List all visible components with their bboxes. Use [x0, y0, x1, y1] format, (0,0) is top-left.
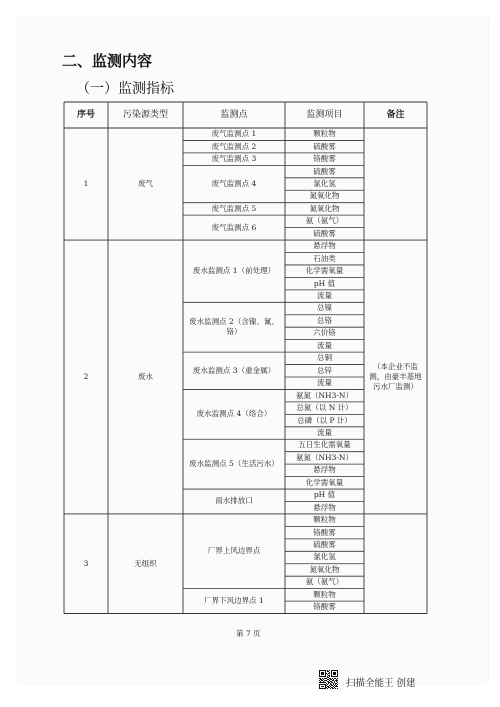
- section-title: 二、监测内容: [62, 52, 153, 70]
- monitoring-item-cell: 颗粒物: [313, 515, 336, 525]
- monitoring-item-cell: pH 值: [313, 278, 336, 288]
- monitoring-point-cell: 废水监测点 1（前处理）: [192, 266, 276, 276]
- monitoring-point-cell: 厂界下风边界点 1: [204, 596, 264, 606]
- serial-no-cell: 3: [83, 558, 89, 568]
- monitoring-item-cell: 氨（氨气）: [305, 216, 344, 226]
- monitoring-item-cell: 化学需氧量: [305, 266, 344, 276]
- header-source-type: 污染源类型: [122, 109, 168, 120]
- monitoring-item-cell: 总镍: [317, 303, 332, 313]
- monitoring-point-cell: 废水监测点 4（络合）: [196, 409, 272, 419]
- header-monitoring-item: 监测项目: [306, 109, 343, 120]
- remark-cell: （本企业不监测，由豪丰基地污水厂监测）: [369, 361, 422, 392]
- monitoring-item-cell: 颗粒物: [313, 589, 336, 599]
- source-type-cell: 废水: [138, 371, 153, 381]
- monitoring-item-cell: 铬酸雾: [313, 527, 336, 537]
- monitoring-item-cell: 氨氮（NH3-N）: [296, 452, 353, 462]
- monitoring-item-cell: 氯化氢: [313, 552, 336, 562]
- scanner-watermark: 扫描全能王 创建: [346, 678, 416, 689]
- source-type-cell: 无组织: [134, 558, 157, 568]
- monitoring-point-cell: 废气监测点 2: [211, 141, 257, 151]
- monitoring-item-cell: 颗粒物: [313, 129, 336, 139]
- monitoring-point-cell: 废水监测点 3（重金属）: [192, 365, 276, 375]
- monitoring-point-cell: 废气监测点 5: [211, 203, 257, 213]
- monitoring-item-cell: 硫酸雾: [313, 141, 336, 151]
- monitoring-item-cell: 悬浮物: [313, 465, 336, 475]
- source-type-cell: 废气: [138, 178, 153, 188]
- monitoring-item-cell: 氨（氨气）: [305, 577, 344, 587]
- monitoring-item-cell: 总氮（以 N 计）: [296, 403, 353, 413]
- monitoring-item-cell: 总铜: [317, 353, 332, 363]
- monitoring-item-cell: 氯化氢: [313, 178, 336, 188]
- monitoring-item-cell: 总铬: [317, 315, 332, 325]
- serial-no-cell: 1: [83, 178, 89, 188]
- monitoring-item-cell: 悬浮物: [313, 502, 336, 512]
- monitoring-item-cell: 流量: [317, 427, 332, 437]
- monitoring-point-cell: 废气监测点 4: [211, 178, 257, 188]
- monitoring-item-cell: 五日生化需氧量: [298, 440, 351, 450]
- monitoring-point-cell: 废气监测点 3: [211, 154, 257, 164]
- monitoring-item-cell: 硫酸雾: [313, 540, 336, 549]
- monitoring-item-cell: 氮氧化物: [309, 564, 340, 574]
- monitoring-item-cell: 氮氧化物: [309, 203, 340, 213]
- subsection-title: （一）监测指标: [76, 81, 174, 97]
- monitoring-item-cell: pH 值: [313, 490, 336, 500]
- monitoring-point-cell: 厂界上风边界点: [207, 546, 261, 556]
- monitoring-item-cell: 石油类: [313, 253, 336, 263]
- monitoring-point-cell: 废气监测点 6: [211, 222, 257, 232]
- monitoring-item-cell: 氮氧化物: [309, 191, 340, 201]
- monitoring-item-cell: 流量: [317, 378, 332, 388]
- monitoring-item-cell: 硫酸雾: [313, 228, 336, 238]
- monitoring-item-cell: 硫酸雾: [313, 166, 336, 176]
- monitoring-item-cell: 悬浮物: [313, 241, 336, 251]
- monitoring-item-cell: 总磷（以 P 计）: [297, 415, 352, 425]
- header-monitoring-point: 监测点: [220, 109, 248, 120]
- monitoring-item-cell: 流量: [317, 291, 332, 300]
- monitoring-item-cell: 铬酸雾: [313, 154, 336, 164]
- monitoring-item-cell: 化学需氧量: [305, 477, 344, 487]
- monitoring-point-cell: 废水监测点 2（含镍、氰、铬）: [189, 317, 279, 337]
- monitoring-item-cell: 流量: [317, 340, 332, 350]
- monitoring-point-cell: 废水监测点 5（生活污水）: [189, 459, 279, 469]
- serial-no-cell: 2: [83, 371, 89, 381]
- monitoring-item-cell: 总锌: [317, 365, 332, 375]
- monitoring-point-cell: 雨水排放口: [215, 496, 253, 506]
- monitoring-item-cell: 氨氮（NH3-N）: [296, 390, 353, 400]
- monitoring-point-cell: 废气监测点 1: [211, 129, 257, 139]
- monitoring-item-cell: 六价铬: [313, 328, 336, 338]
- qr-code-icon: [316, 667, 341, 692]
- page-number: 第 7 页: [236, 629, 261, 638]
- monitoring-item-cell: 铬酸雾: [313, 602, 336, 612]
- header-serial-no: 序号: [76, 109, 95, 120]
- header-remark: 备注: [386, 109, 405, 120]
